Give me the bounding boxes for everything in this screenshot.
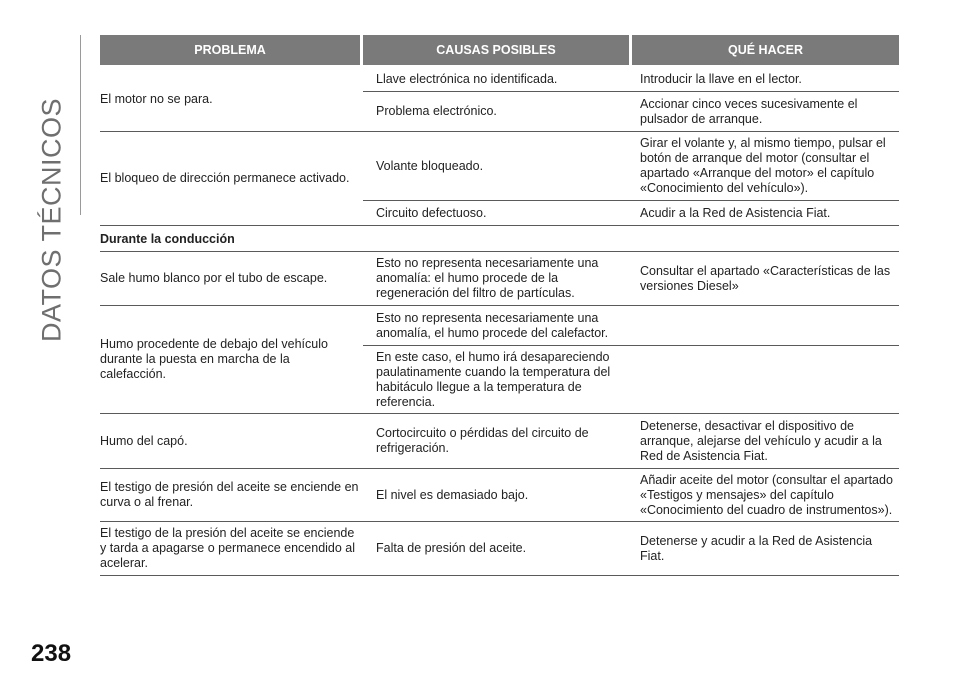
action-cell xyxy=(632,67,899,92)
action-text: Consultar el apartado «Características de las versiones Diesel» xyxy=(640,263,891,293)
action-cell xyxy=(632,306,899,346)
action-text: Girar el volante y, al mismo tiempo, pulsar el botón de arranque del motor (consultar el apartado «Arranque del motor» el capítulo «Conocimiento del vehículo»). xyxy=(640,136,886,195)
cause-text: Llave electrónica no identificada. xyxy=(376,71,558,86)
troubleshooting-table xyxy=(100,35,899,576)
cause-cell xyxy=(363,414,632,469)
table-body xyxy=(100,67,899,576)
cause-cell xyxy=(363,346,632,414)
action-cell xyxy=(632,92,899,132)
cause-text: Falta de presión del aceite. xyxy=(376,541,527,555)
problem-cell xyxy=(100,414,363,469)
cause-cell xyxy=(363,67,632,92)
section-title-vertical: DATOS TÉCNICOS xyxy=(36,97,67,343)
cause-text: En este caso, el humo irá desapareciendo paulatinamente cuando la temperatura del habitáculo llegue a la temperatura de referencia. xyxy=(376,349,611,409)
action-text: Accionar cinco veces sucesivamente el pulsador de arranque. xyxy=(640,96,858,126)
cause-cell xyxy=(363,92,632,132)
cause-cell xyxy=(363,306,632,346)
problem-cell xyxy=(100,252,363,306)
problem-text: El bloqueo de dirección permanece activado. xyxy=(100,171,350,185)
problem-cell xyxy=(100,132,363,226)
cause-cell xyxy=(363,132,632,201)
problem-text: El testigo de presión del aceite se enciende en curva o al frenar. xyxy=(100,480,359,509)
cause-cell xyxy=(363,201,632,226)
problem-cell xyxy=(100,469,363,522)
header-action: QUÉ HACER xyxy=(632,35,899,65)
problem-text: Humo procedente de debajo del vehículo durante la puesta en marcha de la calefacción. xyxy=(100,337,328,381)
action-text: Añadir aceite del motor (consultar el apartado «Testigos y mensajes» del capítulo «Conocimiento del cuadro de instrumentos»). xyxy=(640,472,893,517)
action-cell xyxy=(632,132,899,201)
header-problem: PROBLEMA xyxy=(100,35,360,65)
action-text: Detenerse, desactivar el dispositivo de arranque, alejarse del vehículo y acudir a la Red de Asistencia Fiat. xyxy=(640,418,882,463)
cause-cell xyxy=(363,522,632,576)
cause-text: Esto no representa necesariamente una anomalía: el humo procede de la regeneración del filtro de partículas. xyxy=(376,256,599,300)
action-cell xyxy=(632,414,899,469)
cause-text: El nivel es demasiado bajo. xyxy=(376,487,529,502)
action-text: Acudir a la Red de Asistencia Fiat. xyxy=(640,205,831,220)
problem-text: Sale humo blanco por el tubo de escape. xyxy=(100,271,328,285)
action-text: Detenerse y acudir a la Red de Asistencia Fiat. xyxy=(640,533,873,563)
page-number: 238 xyxy=(31,640,72,667)
cause-cell xyxy=(363,252,632,306)
action-cell xyxy=(632,522,899,576)
problem-text: El motor no se para. xyxy=(100,91,213,106)
problem-cell xyxy=(100,522,363,576)
cause-text: Cortocircuito o pérdidas del circuito de refrigeración. xyxy=(376,426,589,455)
cause-text: Problema electrónico. xyxy=(376,104,497,118)
problem-text: Humo del capó. xyxy=(100,433,188,448)
cause-text: Circuito defectuoso. xyxy=(376,205,487,220)
cause-text: Volante bloqueado. xyxy=(376,158,484,173)
header-causes: CAUSAS POSIBLES xyxy=(363,35,629,65)
action-cell xyxy=(632,201,899,226)
action-text: Introducir la llave en el lector. xyxy=(640,71,802,86)
action-cell xyxy=(632,252,899,306)
cause-cell xyxy=(363,469,632,522)
problem-cell xyxy=(100,306,363,414)
action-cell xyxy=(632,469,899,522)
problem-text: El testigo de la presión del aceite se enciende y tarda a apagarse o permanece encendido al acelerar. xyxy=(100,526,356,570)
section-heading: Durante la conducción xyxy=(100,226,899,252)
table-header xyxy=(100,35,899,65)
cause-text: Esto no representa necesariamente una anomalía, el humo procede del calefactor. xyxy=(376,310,609,340)
problem-cell xyxy=(100,67,363,132)
sidebar-divider xyxy=(80,35,81,215)
action-cell xyxy=(632,346,899,414)
